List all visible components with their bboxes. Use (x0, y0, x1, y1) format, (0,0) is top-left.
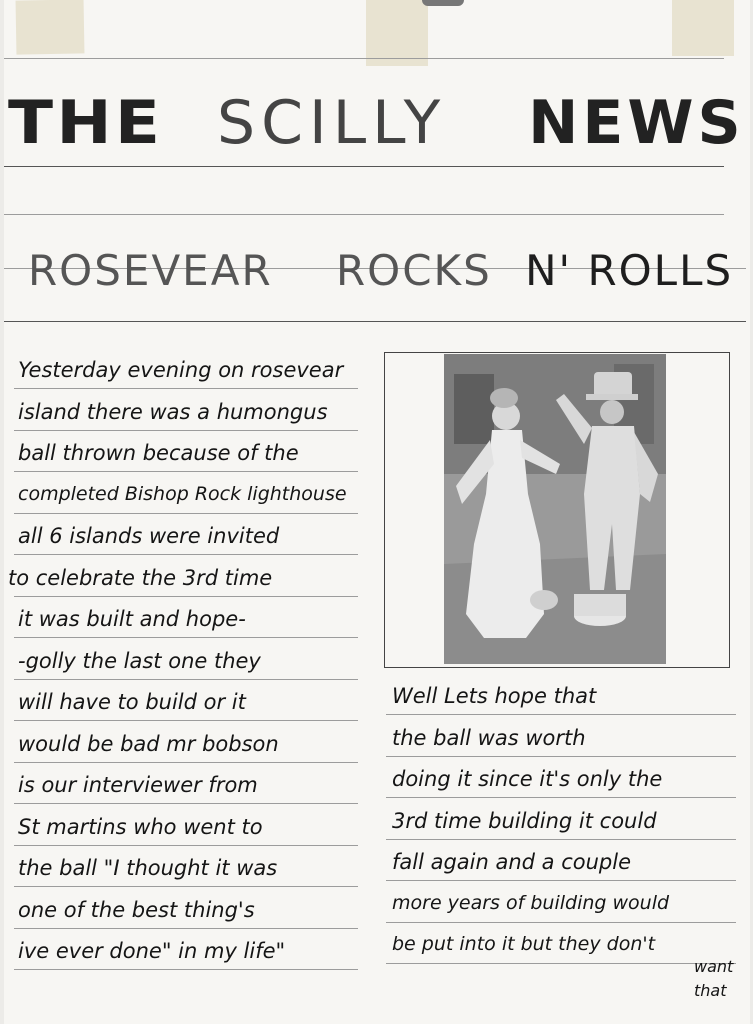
ruled-line (14, 886, 358, 887)
ruled-line (386, 797, 736, 798)
ruled-line (14, 430, 358, 431)
headline (28, 246, 733, 295)
article-line: want (694, 957, 734, 976)
ruled-line (14, 637, 358, 638)
article-line: Yesterday evening on rosevear (18, 358, 344, 382)
ruled-line (14, 679, 358, 680)
ruled-line (14, 471, 358, 472)
ruled-line (14, 803, 358, 804)
article-line: that (694, 981, 727, 1000)
article-line: will have to build or it (18, 690, 246, 714)
ruled-line (386, 922, 736, 923)
ruled-line (4, 321, 746, 322)
photo-of-two-dress-up-figures (444, 354, 666, 664)
ruled-line (14, 762, 358, 763)
article-line: ive ever done" in my life" (18, 939, 286, 963)
masthead-word: NEWS (528, 88, 745, 158)
ruled-line (14, 720, 358, 721)
headline-word: ROSEVEAR (28, 246, 273, 295)
masthead-word: THE (8, 88, 164, 158)
article-line: is our interviewer from (18, 773, 258, 797)
tape-strip (16, 0, 85, 55)
article-line: doing it since it's only the (392, 767, 663, 791)
ruled-line (14, 388, 358, 389)
tape-strip (672, 0, 734, 56)
masthead-word: SCILLY (217, 88, 447, 158)
article-line: ball thrown because of the (18, 441, 299, 465)
article-line: all 6 islands were invited (18, 524, 280, 548)
article-line: to celebrate the 3rd time (8, 565, 273, 590)
article-line: would be bad mr bobson (18, 731, 279, 756)
ruled-line (14, 596, 358, 597)
ruled-line (4, 214, 724, 215)
ruled-line (386, 714, 736, 715)
ruled-line (14, 513, 358, 514)
ruled-line (386, 839, 736, 840)
article-line: the ball was worth (392, 725, 586, 750)
ruled-line (14, 554, 358, 555)
ruled-line (386, 756, 736, 757)
article-line: 3rd time building it could (392, 808, 657, 833)
article-line: the ball "I thought it was (18, 856, 278, 880)
article-line: be put into it but they don't (392, 933, 656, 955)
masthead (8, 88, 745, 168)
photo-icon (444, 354, 666, 664)
article-line: it was built and hope- (18, 607, 246, 631)
article-line: completed Bishop Rock lighthouse (18, 482, 347, 505)
article-line: Well Lets hope that (392, 684, 597, 708)
article-line: one of the best thing's (18, 897, 255, 922)
headline-word: ROCKS (335, 246, 492, 295)
article-line: St martins who went to (18, 814, 263, 839)
tape-strip (366, 0, 428, 66)
clip-shadow (422, 0, 464, 6)
ruled-line (386, 880, 736, 881)
headline-word: N' ROLLS (525, 246, 734, 295)
article-line: -golly the last one they (18, 648, 261, 673)
article-line: fall again and a couple (392, 850, 632, 874)
ruled-line (14, 928, 358, 929)
ruled-line (14, 969, 358, 970)
ruled-line (386, 963, 736, 964)
article-line: island there was a humongus (18, 399, 328, 424)
ruled-line (14, 845, 358, 846)
article-line: more years of building would (392, 891, 670, 914)
ruled-line (4, 58, 724, 59)
